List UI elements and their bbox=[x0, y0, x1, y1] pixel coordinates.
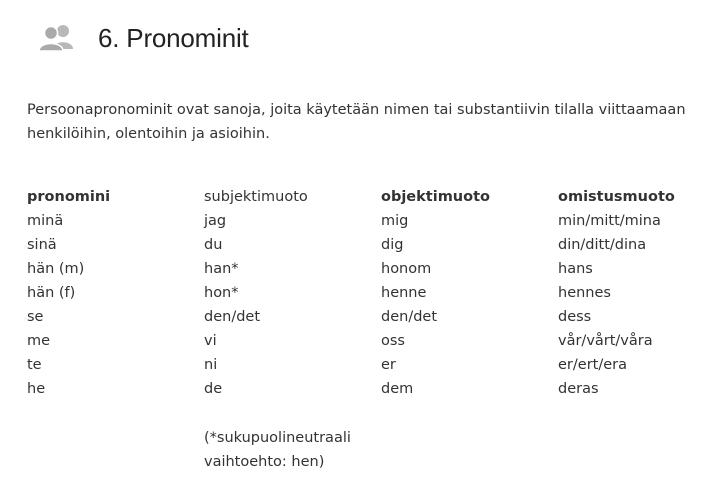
cell-object: den/det bbox=[381, 309, 438, 325]
cell-subject: han* bbox=[204, 261, 239, 277]
cell-pronoun: me bbox=[27, 333, 51, 349]
cell-object: er bbox=[381, 357, 396, 373]
page-header bbox=[38, 18, 249, 58]
page-title: 6. Pronominit bbox=[98, 22, 249, 53]
footnote bbox=[204, 426, 351, 474]
cell-subject: du bbox=[204, 237, 223, 253]
cell-object: dem bbox=[381, 381, 414, 397]
cell-pronoun: he bbox=[27, 381, 46, 397]
table-row bbox=[27, 353, 707, 377]
cell-subject: jag bbox=[204, 213, 227, 229]
cell-subject: ni bbox=[204, 357, 218, 373]
header-subjektimuoto: subjektimuoto bbox=[204, 189, 308, 205]
cell-possessive: min/mitt/mina bbox=[558, 213, 661, 229]
cell-object: oss bbox=[381, 333, 405, 349]
table-row bbox=[27, 257, 707, 281]
cell-pronoun: sinä bbox=[27, 237, 57, 253]
cell-object: mig bbox=[381, 213, 409, 229]
cell-possessive: dess bbox=[558, 309, 592, 325]
footnote-line: vaihtoehto: hen) bbox=[204, 454, 325, 470]
cell-object: henne bbox=[381, 285, 427, 301]
table-row bbox=[27, 305, 707, 329]
cell-pronoun: te bbox=[27, 357, 42, 373]
cell-possessive: deras bbox=[558, 381, 599, 397]
cell-possessive: din/ditt/dina bbox=[558, 237, 647, 253]
cell-object: dig bbox=[381, 237, 404, 253]
header-omistusmuoto: omistusmuoto bbox=[558, 189, 675, 205]
intro-paragraph: Persoonapronominit ovat sanoja, joita käytetään nimen tai substantiivin tilalla viittaamaan henkilöihin, olentoihin ja asioihin. bbox=[27, 102, 686, 142]
users-icon bbox=[38, 23, 78, 53]
cell-subject: vi bbox=[204, 333, 217, 349]
cell-pronoun: minä bbox=[27, 213, 64, 229]
header-pronomini: pronomini bbox=[27, 189, 111, 205]
cell-subject: den/det bbox=[204, 309, 261, 325]
cell-pronoun: se bbox=[27, 309, 44, 325]
cell-subject: hon* bbox=[204, 285, 239, 301]
cell-subject: de bbox=[204, 381, 223, 397]
table-row bbox=[27, 281, 707, 305]
pronoun-table bbox=[27, 185, 707, 401]
cell-possessive: hennes bbox=[558, 285, 611, 301]
cell-object: honom bbox=[381, 261, 432, 277]
footnote-line: (*sukupuolineutraali bbox=[204, 430, 351, 446]
table-row bbox=[27, 209, 707, 233]
table-row bbox=[27, 377, 707, 401]
cell-possessive: vår/vårt/våra bbox=[558, 333, 653, 349]
cell-pronoun: hän (m) bbox=[27, 261, 85, 277]
cell-pronoun: hän (f) bbox=[27, 285, 76, 301]
table-row bbox=[27, 233, 707, 257]
table-row bbox=[27, 329, 707, 353]
header-objektimuoto: objektimuoto bbox=[381, 189, 490, 205]
cell-possessive: hans bbox=[558, 261, 593, 277]
cell-possessive: er/ert/era bbox=[558, 357, 627, 373]
table-header-row bbox=[27, 185, 707, 209]
